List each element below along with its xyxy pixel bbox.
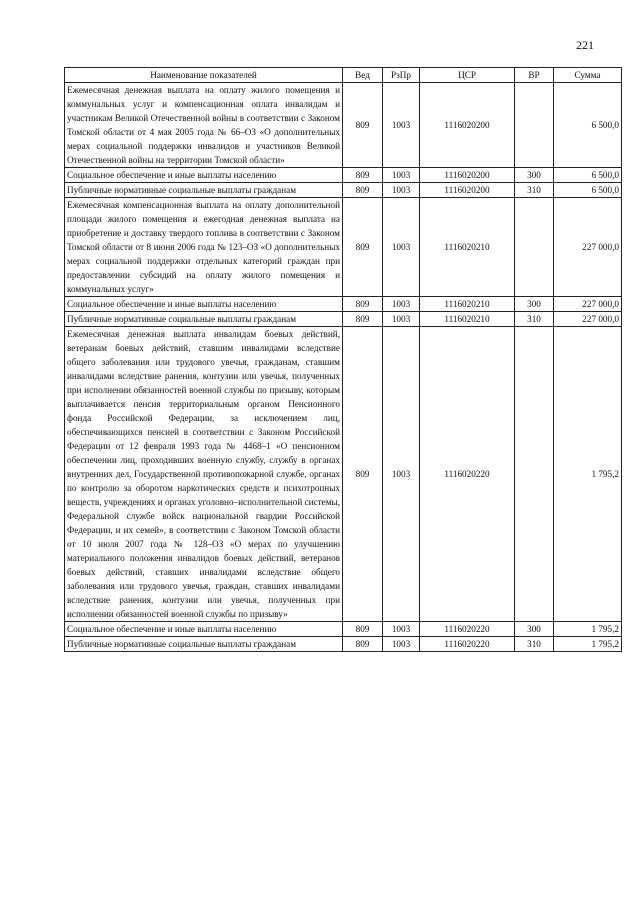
row-sum: 1 795,2: [554, 622, 622, 637]
row-sum: 227 000,0: [554, 198, 622, 297]
row-vr: [515, 198, 554, 297]
row-sum: 6 500,0: [554, 168, 622, 183]
table-row: [65, 83, 622, 168]
row-name: Ежемесячная компенсационная выплата на оплату дополнительной площади жилого помещения и ежегодная денежная выплата на приобретение и доставку твердого топлива в соответствии с Законом Томской области от 8 июня 2006 года № 123–ОЗ «О дополнительных мерах социальной поддержки отдельных категорий граждан при предоставлении субсидий на оплату жилого помещения и коммунальных услуг»: [65, 198, 343, 297]
row-ved: 809: [343, 168, 383, 183]
row-csr: 1116020200: [420, 183, 515, 198]
row-csr: 1116020210: [420, 198, 515, 297]
row-csr: 1116020210: [420, 312, 515, 327]
row-rzpr: 1003: [383, 312, 420, 327]
row-rzpr: 1003: [383, 637, 420, 652]
table-row: [65, 622, 622, 637]
table-row: [65, 183, 622, 198]
row-sum: 6 500,0: [554, 83, 622, 168]
row-rzpr: 1003: [383, 622, 420, 637]
row-ved: 809: [343, 297, 383, 312]
header-name: Наименование показателей: [65, 68, 343, 83]
header-vr: ВР: [515, 68, 554, 83]
row-sum: 6 500,0: [554, 183, 622, 198]
table-row: [65, 637, 622, 652]
row-sum: 1 795,2: [554, 327, 622, 622]
row-sum: 227 000,0: [554, 297, 622, 312]
header-rzpr: РзПр: [383, 68, 420, 83]
table-header-row: [65, 68, 622, 83]
row-csr: 1116020220: [420, 637, 515, 652]
row-rzpr: 1003: [383, 297, 420, 312]
row-ved: 809: [343, 327, 383, 622]
row-name: Публичные нормативные социальные выплаты гражданам: [65, 183, 343, 198]
table-row: [65, 297, 622, 312]
row-name: Публичные нормативные социальные выплаты гражданам: [65, 312, 343, 327]
table-row: [65, 168, 622, 183]
row-vr: [515, 83, 554, 168]
row-csr: 1116020220: [420, 327, 515, 622]
header-sum: Сумма: [554, 68, 622, 83]
row-name: Социальное обеспечение и иные выплаты населению: [65, 297, 343, 312]
row-csr: 1116020220: [420, 622, 515, 637]
budget-table: [64, 67, 622, 652]
row-rzpr: 1003: [383, 327, 420, 622]
header-ved: Вед: [343, 68, 383, 83]
row-name: Публичные нормативные социальные выплаты гражданам: [65, 637, 343, 652]
row-ved: 809: [343, 622, 383, 637]
table-row: [65, 198, 622, 297]
header-csr: ЦСР: [420, 68, 515, 83]
row-rzpr: 1003: [383, 183, 420, 198]
row-ved: 809: [343, 198, 383, 297]
row-csr: 1116020200: [420, 168, 515, 183]
row-vr: 310: [515, 183, 554, 198]
row-name: Социальное обеспечение и иные выплаты населению: [65, 622, 343, 637]
row-ved: 809: [343, 637, 383, 652]
row-sum: 227 000,0: [554, 312, 622, 327]
row-rzpr: 1003: [383, 83, 420, 168]
row-ved: 809: [343, 312, 383, 327]
row-vr: 300: [515, 168, 554, 183]
row-vr: 310: [515, 637, 554, 652]
table-row: [65, 312, 622, 327]
row-vr: [515, 327, 554, 622]
row-csr: 1116020210: [420, 297, 515, 312]
row-rzpr: 1003: [383, 168, 420, 183]
row-vr: 300: [515, 622, 554, 637]
row-vr: 300: [515, 297, 554, 312]
row-name: Ежемесячная денежная выплата инвалидам боевых действий, ветеранам боевых действий, ставшим инвалидами вследствие общего заболевания или трудового увечья, гражданам, ставшим инвалидами вследствие ранения, контузии или увечья, полученных при исполнении обязанностей военной службы по призыву, которым выплачивается пенсия территориальным органом Пенсионного фонда Российской Федерации, за исключением лиц, обеспечивающихся пенсией в соответствии с Законом Российской Федерации от 12 февраля 1993 года № 4468–1 «О пенсионном обеспечении лиц, проходивших военную службу, службу в органах внутренних дел, Государственной противопожарной службе, органах по контролю за оборотом наркотических средств и психотропных веществ, учреждениях и органах уголовно–исполнительной системы, Федеральной службе войск национальной гвардии Российской Федерации, и их семей», в соответствии с Законом Томской области от 10 июля 2007 года № 128–ОЗ «О мерах по улучшению материального положения инвалидов боевых действий, ветеранов боевых действий, ставших инвалидами вследствие общего заболевания или трудового увечья, граждан, ставших инвалидами вследствие ранения, контузии или увечья, полученных при исполнении обязанностей военной службы по призыву»: [65, 327, 343, 622]
row-rzpr: 1003: [383, 198, 420, 297]
row-name: Социальное обеспечение и иные выплаты населению: [65, 168, 343, 183]
row-sum: 1 795,2: [554, 637, 622, 652]
row-vr: 310: [515, 312, 554, 327]
page-number: 221: [576, 38, 594, 52]
table-row: [65, 327, 622, 622]
row-ved: 809: [343, 183, 383, 198]
row-ved: 809: [343, 83, 383, 168]
row-name: Ежемесячная денежная выплата на оплату жилого помещения и коммунальных услуг и компенсационная оплата инвалидам и участникам Великой Отечественной войны в соответствии с Законом Томской области от 4 мая 2005 года № 66–ОЗ «О дополнительных мерах социальной поддержки инвалидов и участников Великой Отечественной войны на территории Томской области»: [65, 83, 343, 168]
row-csr: 1116020200: [420, 83, 515, 168]
